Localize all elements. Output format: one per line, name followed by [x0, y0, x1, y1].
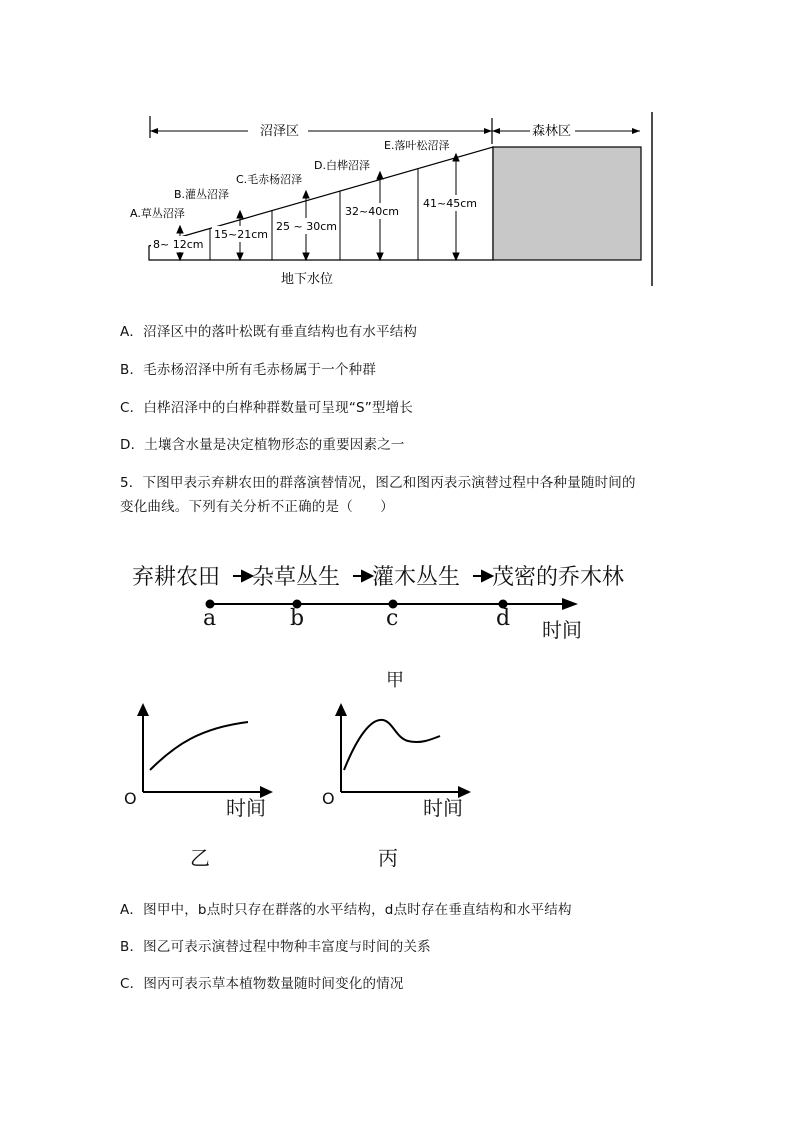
label-b: B.灌丛沼泽 [174, 188, 230, 201]
succession-stage-4: 茂密的乔木林 [492, 565, 625, 590]
zone-forest-label: 森林区 [532, 124, 572, 139]
point-label-a: a [203, 606, 217, 631]
figure-jia-caption: 甲 [386, 670, 404, 691]
succession-timeline [0, 560, 794, 650]
q5-stem-line2: 变化曲线。下列有关分析不正确的是（ ） [120, 499, 394, 515]
graph-yi-curve [150, 722, 248, 770]
point-label-b: b [290, 606, 305, 631]
q4-option-d: D．土壤含水量是决定植物形态的重要因素之一 [120, 437, 405, 453]
figure-yi-caption: 乙 [190, 846, 210, 870]
graph-yi-axis-label: 时间 [226, 796, 266, 820]
q5-option-a: A．图甲中，b点时只存在群落的水平结构，d点时存在垂直结构和水平结构 [120, 902, 572, 918]
succession-stage-3: 灌木丛生 [372, 565, 461, 590]
succession-stage-2: 杂草丛生 [252, 565, 341, 590]
point-label-d: d [496, 606, 511, 631]
label-d: D.白桦沼泽 [314, 159, 370, 172]
groundwater-label: 地下水位 [281, 272, 334, 287]
graph-bing-origin: O [322, 789, 335, 808]
graph-yi-origin: O [124, 789, 137, 808]
depth-b: 15~21cm [214, 228, 268, 241]
q5-option-c: C．图丙可表示草本植物数量随时间变化的情况 [120, 976, 404, 992]
depth-c: 25 ~ 30cm [276, 220, 337, 233]
graph-bing [318, 700, 478, 800]
depth-d: 32~40cm [345, 205, 399, 218]
succession-stage-1: 弃耕农田 [132, 565, 221, 590]
depth-e: 41~45cm [423, 197, 477, 210]
label-c: C.毛赤杨沼泽 [236, 173, 303, 186]
q5-stem-line1: 5．下图甲表示弃耕农田的群落演替情况，图乙和图丙表示演替过程中各种量随时间的 [120, 475, 636, 491]
point-label-c: c [386, 606, 399, 631]
graph-bing-curve [344, 720, 440, 770]
timeline-axis-label: 时间 [542, 618, 582, 642]
label-a: A.草丛沼泽 [130, 207, 185, 220]
graph-bing-axis-label: 时间 [423, 796, 463, 820]
q4-option-b: B．毛赤杨沼泽中所有毛赤杨属于一个种群 [120, 362, 377, 378]
q4-option-a: A．沼泽区中的落叶松既有垂直结构也有水平结构 [120, 324, 418, 340]
zone-marsh-label: 沼泽区 [260, 124, 300, 139]
label-e: E.落叶松沼泽 [384, 139, 450, 152]
q5-option-b: B．图乙可表示演替过程中物种丰富度与时间的关系 [120, 939, 431, 955]
depth-a: 8~ 12cm [153, 238, 204, 251]
marsh-zone-diagram [0, 100, 794, 300]
q4-option-c: C．白桦沼泽中的白桦种群数量可呈现“S”型增长 [120, 400, 414, 416]
figure-bing-caption: 丙 [378, 846, 398, 870]
graph-yi [120, 700, 280, 800]
